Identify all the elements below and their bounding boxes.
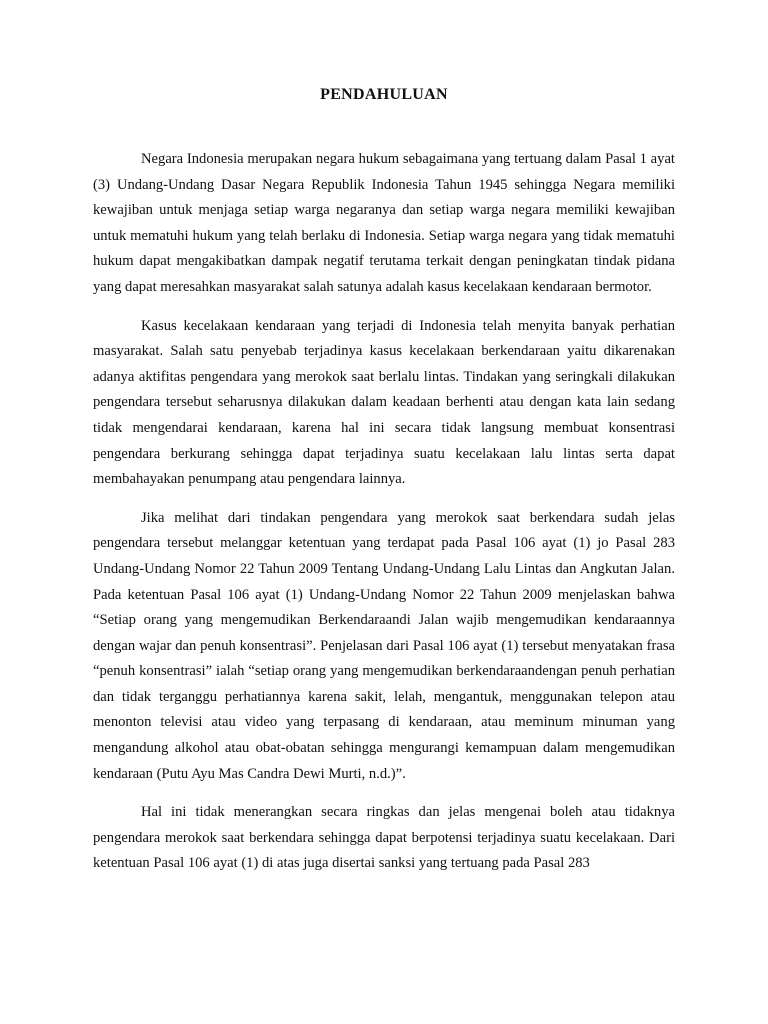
page-title: PENDAHULUAN	[320, 86, 448, 103]
paragraph-3: Jika melihat dari tindakan pengendara yang merokok saat berkendara sudah jelas pengendara tersebut melanggar ketentuan yang terdapat pada Pasal 106 ayat (1) jo Pasal 283 Undang-Undang Nomor 22 Tahun 2009 Tentang Undang-Undang Lalu Lintas dan Angkutan Jalan. Pada ketentuan Pasal 106 ayat (1) Undang-Undang Nomor 22 Tahun 2009 menjelaskan bahwa “Setiap orang yang mengemudikan Berkendaraandi Jalan wajib mengemudikan kendaraannya dengan wajar dan penuh konsentrasi”. Penjelasan dari Pasal 106 ayat (1) tersebut menyatakan frasa “penuh konsentrasi” ialah “setiap orang yang mengemudikan berkendaraandengan penuh perhatian dan tidak terganggu perhatiannya karena sakit, lelah, mengantuk, menggunakan telepon atau menonton televisi atau video yang terpasang di kendaraan, atau meminum minuman yang mengandung alkohol atau obat-obatan sehingga mengurangi kemampuan dalam mengemudikan kendaraan (Putu Ayu Mas Candra Dewi Murti, n.d.)”.	[93, 509, 675, 782]
paragraph-1: Negara Indonesia merupakan negara hukum sebagaimana yang tertuang dalam Pasal 1 ayat (3) Undang-Undang Dasar Negara Republik Indonesia Tahun 1945 sehingga Negara memiliki kewajiban untuk menjaga setiap warga negaranya dan setiap warga negara memiliki kewajiban untuk mematuhi hukum yang telah berlaku di Indonesia. Setiap warga negara yang tidak mematuhi hukum dapat mengakibatkan dampak negatif terutama terkait dengan peningkatan tindak pidana yang dapat meresahkan masyarakat salah satunya adalah kasus kecelakaan kendaraan bermotor.	[93, 151, 675, 295]
paragraph-4: Hal ini tidak menerangkan secara ringkas dan jelas mengenai boleh atau tidaknya pengendara merokok saat berkendara sehingga dapat berpotensi terjadinya suatu kecelakaan. Dari ketentuan Pasal 106 ayat (1) di atas juga disertai sanksi yang tertuang pada Pasal 283	[93, 804, 675, 872]
paragraph-2: Kasus kecelakaan kendaraan yang terjadi di Indonesia telah menyita banyak perhatian masyarakat. Salah satu penyebab terjadinya kasus kecelakaan berkendaraan yaitu dikarenakan adanya aktifitas pengendara yang merokok saat berlalu lintas. Tindakan yang seringkali dilakukan pengendara tersebut seharusnya dilakukan dalam keadaan berhenti atau dengan kata lain sedang tidak mengendarai kendaraan, karena hal ini secara tidak langsung membuat konsentrasi pengendara berkurang sehingga dapat terjadinya suatu kecelakaan lalu lintas serta dapat membahayakan penumpang atau pengendara lainnya.	[93, 317, 675, 488]
document-body	[93, 147, 675, 877]
